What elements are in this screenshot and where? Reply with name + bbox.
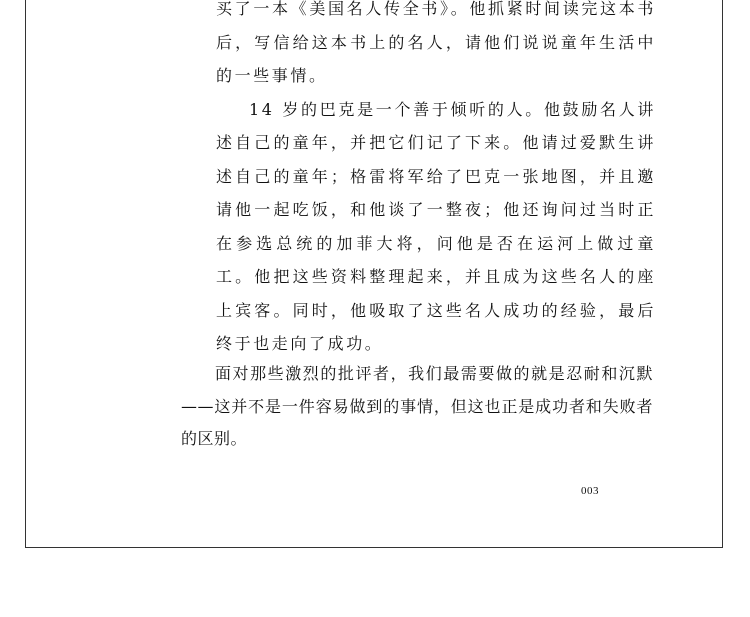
body-text-block [181,358,653,456]
body-paragraph: 面对那些激烈的批评者，我们最需要做的就是忍耐和沉默——这并不是一件容易做到的事情，但这也正是成功者和失败者的区别。 [181,364,653,448]
quoted-story-block [216,0,656,361]
page-frame [25,0,723,548]
quote-paragraph-2: 14 岁的巴克是一个善于倾听的人。他鼓励名人讲述自己的童年，并把它们记了下来。他请过爱默生讲述自己的童年；格雷将军给了巴克一张地图，并且邀请他一起吃饭，和他谈了一整夜；他还询问过当时正在参选总统的加菲大将，问他是否在运河上做过童工。他把这些资料整理起来，并且成为这些名人的座上宾客。同时，他吸取了这些名人成功的经验，最后终于也走向了成功。 [216,99,656,353]
quote-paragraph-1: 买了一本《美国名人传全书》。他抓紧时间读完这本书后，写信给这本书上的名人，请他们说说童年生活中的一些事情。 [216,0,656,85]
page-number: 003 [581,485,599,497]
